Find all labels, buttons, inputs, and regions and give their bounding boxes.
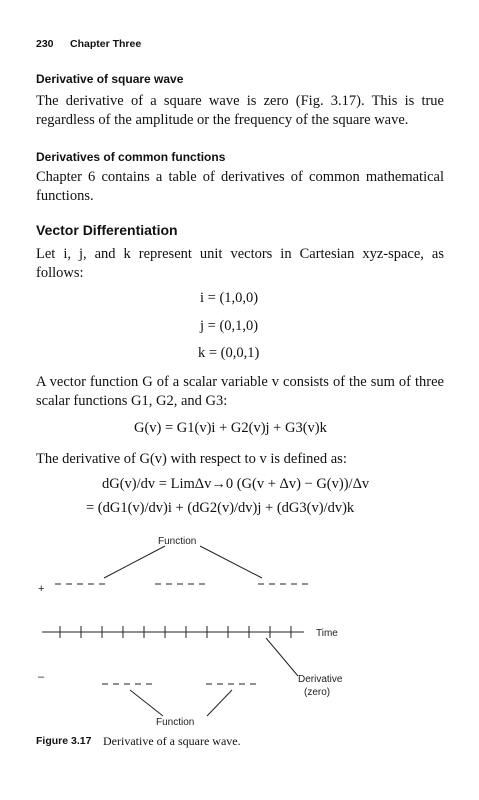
paragraph-derivative-definition: The derivative of G(v) with respect to v is defined as: [36,451,347,467]
equation-derivative-limit: dG(v)/dv = LimΔv→0 (G(v + Δv) − G(v))/Δv [102,476,370,492]
figure-caption-label: Figure 3.17 [36,735,92,747]
paragraph-common-functions: Chapter 6 contains a table of derivatives of common mathematical functions. [36,169,444,204]
heading-derivative-square-wave: Derivative of square wave [36,72,184,86]
equation-G: G(v) = G1(v)i + G2(v)j + G3(v)k [134,420,327,436]
heading-vector-differentiation: Vector Differentiation [36,222,178,238]
paragraph-vector-function: A vector function G of a scalar variable v consists of the sum of three scalar functions G1, G2, and G3: [36,374,444,409]
pointer-function-top-right [200,546,262,578]
label-function-top: Function [158,536,197,547]
equation-j: j = (0,1,0) [200,318,259,334]
figure-caption-text: Derivative of a square wave. [103,734,241,748]
pointer-function-bottom-left [130,690,163,716]
heading-derivatives-common-functions: Derivatives of common functions [36,150,226,164]
equation-i: i = (1,0,0) [200,290,259,306]
running-header: Chapter Three [70,38,142,50]
pointer-derivative [266,638,298,676]
label-time: Time [316,628,338,639]
label-plus: + [38,583,45,595]
paragraph-unit-vectors: Let i, j, and k represent unit vectors in Cartesian xyz-space, as follows: [36,246,444,281]
equation-k: k = (0,0,1) [198,345,260,361]
pointer-function-top-left [104,546,165,578]
pointer-function-bottom-right [207,690,232,716]
figure-square-wave-derivative [0,530,479,730]
label-zero: (zero) [304,687,331,698]
paragraph-square-wave: The derivative of a square wave is zero (Fig. 3.17). This is true regardless of the amplitude or the frequency of the square wave. [36,93,444,128]
label-minus: – [38,671,45,683]
equation-derivative-components: = (dG1(v)/dv)i + (dG2(v)/dv)j + (dG3(v)/dv)k [86,500,355,516]
page-number: 230 [36,38,54,50]
label-derivative: Derivative [298,674,343,685]
label-function-bottom: Function [156,717,195,728]
